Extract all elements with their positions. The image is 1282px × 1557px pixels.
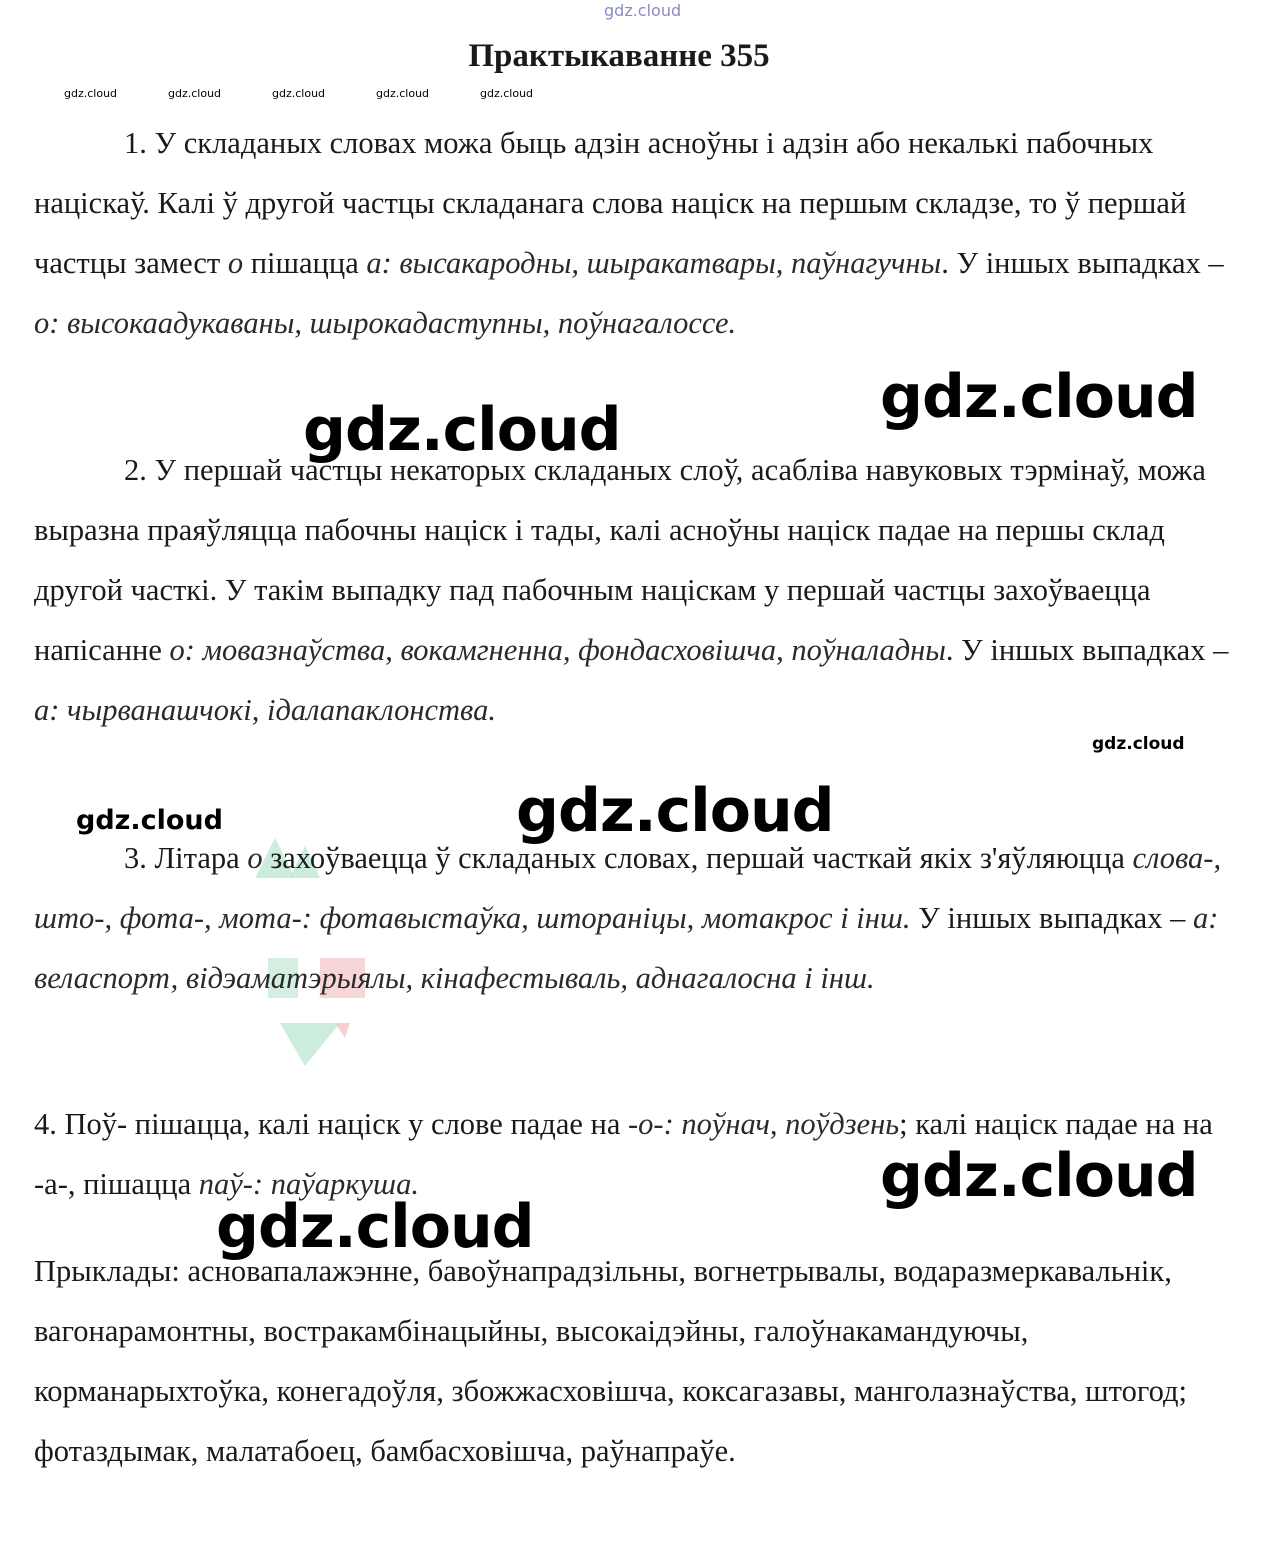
watermark-big: gdz.cloud — [303, 395, 621, 465]
watermark-tiny: gdz.cloud — [168, 87, 222, 100]
watermark-big: gdz.cloud — [216, 1192, 534, 1262]
paragraph-3: 3. Літара о захоўваецца ў складаных словах, першай часткай якіх з'яўляюцца слова-, што-, фота-, мота-: фотавыстаўка, штораніцы, мотакрос і інш. У іншых выпадках – а: веласпорт, відэаматэрыялы, кінафестываль, аднагалосна і інш. — [34, 841, 1222, 995]
watermark-tiny: gdz.cloud — [272, 87, 326, 100]
watermark-tiny: gdz.cloud — [376, 87, 430, 100]
watermark-medium: gdz.cloud — [76, 805, 223, 836]
watermark-tiny: gdz.cloud — [480, 87, 534, 100]
watermark-top: gdz.cloud — [604, 1, 682, 20]
watermark-big: gdz.cloud — [880, 362, 1198, 432]
page-title: Практыкаванне 355 — [468, 38, 770, 74]
paragraph-2: 2. У першай частцы некаторых складаных слоў, асабліва навуковых тэрмінаў, можа выразна праяўляцца пабочны націск і тады, калі асноўны націск падае на першы склад другой часткі. У такім выпадку пад пабочным націскам у першай частцы захоўваецца напісанне о: мовазнаўства, вокамгненна, фондасховішча, поўналадны. У іншых выпадках – а: чырванашчокі, ідалапаклонства. — [34, 453, 1229, 727]
deco-shape — [280, 1023, 340, 1066]
watermark-big: gdz.cloud — [516, 776, 834, 846]
paragraph-4: 4. Поў- пішацца, калі націск у слове падае на -о-: поўнач, поўдзень; калі націск падае на на -а-, пішацца паў-: паўаркуша. — [34, 1107, 1213, 1201]
watermark-small: gdz.cloud — [1092, 734, 1185, 754]
paragraph-1: 1. У складаных словах можа быць адзін асноўны і адзін або некалькі пабочных націскаў. Калі ў другой частцы складанага слова націск на першым складзе, то ў першай частцы замест о пішацца а: высакародны, шыракатвары, паўнагучны. У іншых выпадках – о: высокаадукаваны, шырокадаступны, поўнагалоссе. — [34, 126, 1224, 340]
paragraph-examples: Прыклады: асновапалажэнне, бавоўнапрадзільны, вогнетрывалы, водаразмеркавальнік, вагонарамонтны, востракамбінацыйны, высокаідэйны, галоўнакамандуючы, корманарыхтоўка, конегадоўля, збожжасховішча, коксагазавы, манголазнаўства, штогод; фотаздымак, малатабоец, бамбасховішча, раўнапраўе. — [34, 1254, 1187, 1468]
deco-shape — [335, 1023, 350, 1038]
watermark-tiny: gdz.cloud — [64, 87, 118, 100]
watermark-big: gdz.cloud — [880, 1141, 1198, 1211]
